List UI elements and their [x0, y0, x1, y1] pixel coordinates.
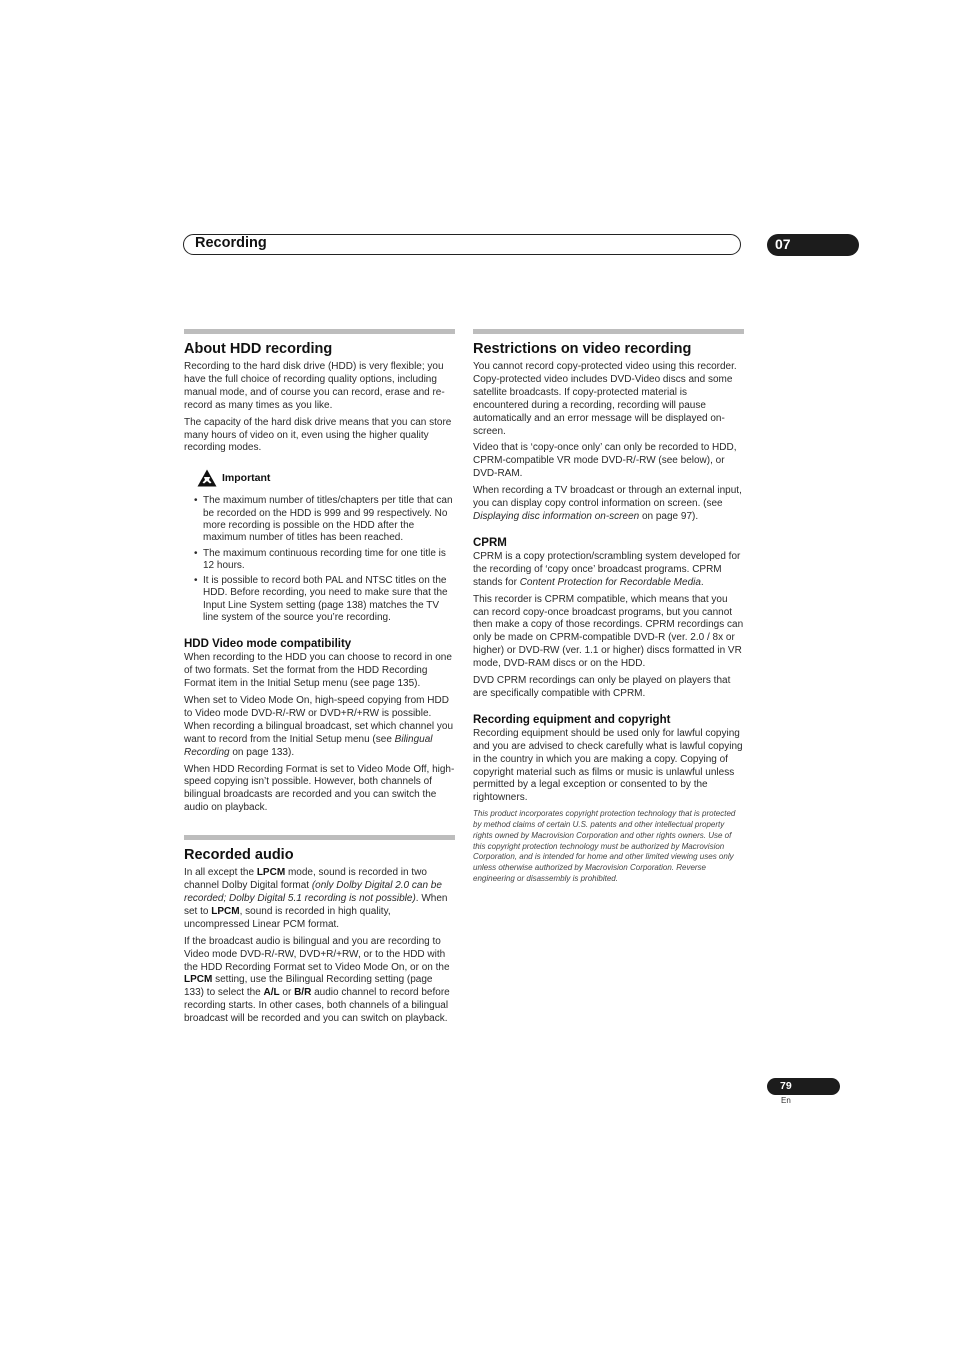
paragraph: If the broadcast audio is bilingual and you are recording to Video mode DVD-R/-RW, DVD+R/+RW, or to the HDD with the HDD Recording Format set to Video Mode On, or on the LPCM setting, use the Bilingual Recording setting (page 133) to select the A/L or B/R audio channel to record before recording starts. In other cases, both channels of a bilingual broadcast will be recorded and you can switch on playback.	[184, 935, 450, 1025]
paragraph: DVD CPRM recordings can only be played on players that are specifically compatible with CPRM.	[473, 675, 731, 699]
warning-icon	[197, 469, 217, 487]
right-column	[473, 329, 744, 889]
list-item: • The maximum continuous recording time for one title is 12 hours.	[194, 547, 446, 571]
paragraph: This recorder is CPRM compatible, which means that you can record copy-once broadcast programs, but you cannot then make a copy of those recordings. CPRM recordings can only be made on CPRM-compatible DVD-R (ver. 2.0 / 8x or higher) or DVD-RW (ver. 1.1 or higher) discs formatted in VR mode, DVD-RAM discs or on the HDD.	[473, 593, 744, 670]
page-number: 79	[780, 1080, 792, 1092]
paragraph: When recording a TV broadcast or through an external input, you can display copy control information on screen. (see Displaying disc information on-screen on page 97).	[473, 485, 742, 522]
paragraph: When HDD Recording Format is set to Video Mode Off, high-speed copying isn’t possible. However, both channels of bilingual broadcasts are recorded and you can switch the audio on playback.	[184, 763, 455, 814]
paragraph: You cannot record copy-protected video using this recorder. Copy-protected video includes DVD-Video discs and some satellite broadcasts. If copy-protected material is encountered during a recording, recording will pause automatically and an error message will be displayed on-screen.	[473, 361, 737, 437]
important-note	[197, 469, 455, 487]
section-divider	[473, 329, 744, 334]
important-list	[184, 495, 455, 624]
heading-hdd-video-mode: HDD Video mode compatibility	[184, 638, 352, 651]
heading-recorded-audio: Recorded audio	[184, 847, 294, 864]
section-divider	[184, 329, 455, 334]
heading-about-hdd: About HDD recording	[184, 341, 333, 357]
paragraph: When set to Video Mode On, high-speed copying from HDD to Video mode DVD-R/-RW or DVD+R/+RW is possible. When recording a bilingual broadcast, set which channel you want to record from the Initial Setup menu (see Bilingual Recording on page 133).	[184, 695, 454, 758]
list-item: • It is possible to record both PAL and NTSC titles on the HDD. Before recording, you need to make sure that the Input Line System setting (page 138) matches the TV line system of the source you’re recording.	[194, 575, 448, 624]
left-column	[184, 329, 455, 1030]
heading-copyright: Recording equipment and copyright	[473, 713, 671, 726]
section-title: Recording	[195, 235, 267, 251]
copyright-notice: This product incorporates copyright protection technology that is protected by method claims of certain U.S. patents and other intellectual property rights owned by Macrovision Corporation and other rights owners. Use of this copyright protection technology must be authorized by Macrovision Corporation, and is intended for home and other limited viewing uses only unless otherwise authorized by Macrovision Corporation. Reverse engineering or disassembly is prohibited.	[473, 809, 736, 884]
page-number-badge	[767, 1078, 840, 1095]
paragraph: When recording to the HDD you can choose to record in one of two formats. Set the format from the HDD Recording Format item in the Initial Setup menu (see page 135).	[184, 652, 452, 690]
paragraph: The capacity of the hard disk drive means that you can store many hours of video on it, even using the higher quality recording modes.	[184, 416, 452, 454]
paragraph: CPRM is a copy protection/scrambling system developed for the recording of ‘copy once’ broadcast programs. CPRM stands for Content Protection for Recordable Media.	[473, 550, 741, 588]
important-label: Important	[222, 472, 271, 485]
chapter-number: 07	[775, 236, 791, 252]
paragraph: Recording equipment should be used only for lawful copying and you are advised to check carefully what is lawful copying in the country in which you are making a copy. Copying of copyright material such as films or music is unlawful unless permitted by a legal exception or consented to by the rightowners.	[473, 727, 743, 804]
list-item: • The maximum number of titles/chapters per title that can be recorded on the HDD is 999 and 99 respectively. No more recording is possible on the HDD after the maximum number of titles has been reached.	[194, 495, 453, 544]
language-label: En	[781, 1096, 791, 1105]
paragraph: Video that is ‘copy-once only’ can only be recorded to HDD, CPRM-compatible VR mode DVD-R/-RW (see below), or DVD-RAM.	[473, 442, 737, 480]
heading-restrictions: Restrictions on video recording	[473, 341, 692, 357]
paragraph: Recording to the hard disk drive (HDD) is very flexible; you have the full choice of recording quality options, including manual mode, and of course you can record, erase and re-record as many times as you like.	[184, 361, 445, 411]
section-divider	[184, 835, 455, 840]
paragraph: In all except the LPCM mode, sound is recorded in two channel Dolby Digital format (only Dolby Digital 2.0 can be recorded; Dolby Digital 5.1 recording is not possible). When set to LPCM, sound is recorded in high quality, uncompressed Linear PCM format.	[184, 867, 448, 930]
heading-cprm: CPRM	[473, 536, 507, 549]
